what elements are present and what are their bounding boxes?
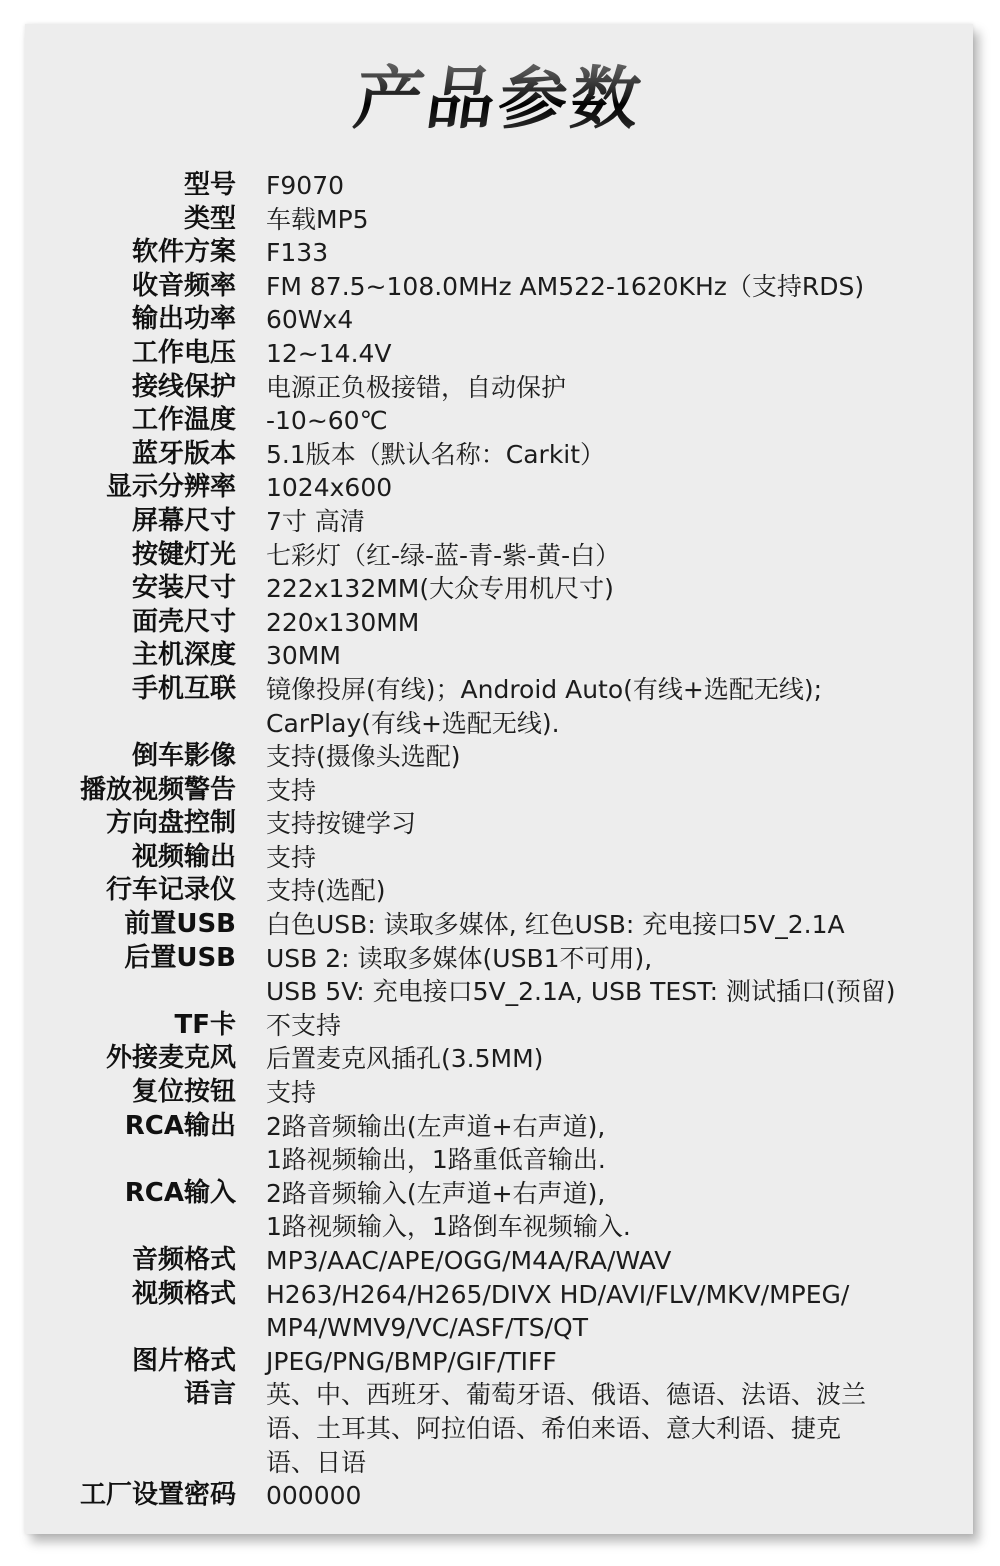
spec-row: [25, 404, 973, 438]
spec-value-line: 5.1版本（默认名称：Carkit）: [266, 439, 606, 469]
spec-value: [266, 639, 956, 673]
spec-row: [25, 471, 973, 505]
spec-row: [25, 1244, 973, 1278]
spec-label: 蓝牙版本: [131, 438, 236, 469]
spec-value: [266, 1345, 956, 1379]
spec-row: [25, 841, 973, 875]
spec-value-line: 222x132MM(大众专用机尺寸): [266, 574, 614, 604]
spec-label: RCA输入: [124, 1177, 236, 1208]
spec-value-line: 7寸 高清: [266, 506, 365, 536]
spec-value-line: 支持(摄像头选配): [266, 742, 461, 772]
spec-label: 收音频率: [131, 270, 236, 301]
spec-value-line: 1路视频输出，1路重低音输出.: [266, 1145, 606, 1175]
spec-value: [266, 1042, 956, 1076]
spec-value-line: 七彩灯（红-绿-蓝-青-紫-黄-白）: [266, 540, 621, 570]
spec-row: [25, 673, 973, 740]
spec-row: [25, 270, 973, 304]
spec-value: [266, 606, 956, 640]
spec-label: 音频格式: [131, 1245, 236, 1275]
spec-row: [25, 505, 973, 539]
spec-label: 图片格式: [131, 1345, 236, 1376]
spec-label: 语言: [183, 1379, 236, 1410]
spec-label: 类型: [183, 203, 236, 234]
spec-label: 面壳尺寸: [131, 606, 236, 637]
spec-value-line: 语、日语: [266, 1447, 367, 1477]
spec-value-line: JPEG/PNG/BMP/GIF/TIFF: [266, 1346, 557, 1376]
spec-label: 播放视频警告: [79, 774, 236, 805]
spec-value: [266, 404, 956, 438]
spec-value: [266, 1009, 956, 1043]
spec-value: [266, 942, 956, 1009]
spec-value-line: 支持: [266, 842, 317, 872]
spec-value: [266, 572, 956, 606]
spec-value-line: -10~60℃: [266, 406, 388, 436]
spec-row: [25, 371, 973, 405]
spec-label: 工厂设置密码: [79, 1480, 236, 1511]
spec-row: [25, 942, 973, 1009]
spec-value-line: 000000: [266, 1481, 362, 1511]
spec-table: [25, 169, 973, 1513]
spec-value: [266, 539, 956, 573]
spec-row: [25, 908, 973, 942]
spec-value-line: MP4/WMV9/VC/ASF/TS/QT: [266, 1313, 588, 1343]
spec-row: [25, 1009, 973, 1043]
spec-label: TF卡: [174, 1009, 236, 1040]
spec-value-line: 12~14.4V: [266, 338, 392, 368]
spec-label: 行车记录仪: [105, 875, 236, 906]
spec-row: [25, 1177, 973, 1244]
spec-value: [266, 908, 956, 942]
spec-value: [266, 1244, 956, 1278]
spec-row: [25, 236, 973, 270]
spec-value-line: 语、土耳其、阿拉伯语、希伯来语、意大利语、捷克: [266, 1413, 842, 1443]
spec-row: [25, 539, 973, 573]
spec-label: 工作电压: [131, 337, 236, 368]
spec-value: [266, 1479, 956, 1513]
spec-row: [25, 774, 973, 808]
spec-label: 主机深度: [131, 640, 236, 671]
spec-value: [266, 1076, 956, 1110]
spec-label: 视频格式: [131, 1278, 236, 1309]
spec-value-line: USB 2: 读取多媒体(USB1不可用),: [266, 943, 653, 973]
spec-row: [25, 1076, 973, 1110]
spec-label: 显示分辨率: [105, 472, 236, 503]
spec-value-line: 后置麦克风插孔(3.5MM): [266, 1044, 544, 1074]
spec-row: [25, 572, 973, 606]
spec-row: [25, 807, 973, 841]
spec-value-line: 不支持: [266, 1010, 342, 1040]
spec-label: 倒车影像: [131, 741, 236, 772]
spec-value: [266, 1177, 956, 1244]
spec-value: [266, 841, 956, 875]
spec-label: 手机互联: [131, 673, 236, 704]
spec-label: 输出功率: [131, 304, 236, 335]
spec-row: [25, 874, 973, 908]
spec-label: 后置USB: [124, 942, 236, 973]
spec-row: [25, 1110, 973, 1177]
spec-card: [25, 24, 973, 1534]
spec-value: [266, 505, 956, 539]
spec-label: 屏幕尺寸: [131, 505, 236, 536]
spec-value-line: 30MM: [266, 641, 341, 671]
spec-row: [25, 740, 973, 774]
spec-label: 安装尺寸: [131, 573, 236, 604]
spec-row: [25, 438, 973, 472]
spec-value-line: 支持按键学习: [266, 809, 417, 839]
spec-value: [266, 203, 956, 237]
spec-value-line: 2路音频输入(左声道+右声道),: [266, 1178, 606, 1208]
spec-value: [266, 270, 956, 304]
spec-value-line: 镜像投屏(有线)；Android Auto(有线+选配无线);: [266, 674, 823, 704]
spec-label: 方向盘控制: [105, 808, 236, 839]
page-title: 产品参数: [19, 60, 978, 140]
spec-value: [266, 471, 956, 505]
spec-value-line: USB 5V: 充电接口5V_2.1A, USB TEST: 测试插口(预留): [266, 977, 896, 1007]
spec-value: [266, 1110, 956, 1177]
spec-value-line: 支持: [266, 1078, 317, 1108]
spec-value: [266, 1378, 956, 1479]
spec-label: 型号: [183, 170, 236, 200]
spec-label: 接线保护: [131, 371, 236, 402]
spec-value: [266, 673, 956, 740]
spec-row: [25, 1345, 973, 1379]
spec-label: 视频输出: [131, 841, 236, 872]
spec-label: RCA输出: [124, 1110, 236, 1141]
spec-value: [266, 774, 956, 808]
spec-row: [25, 1042, 973, 1076]
spec-row: [25, 1278, 973, 1345]
spec-value-line: 白色USB: 读取多媒体, 红色USB: 充电接口5V_2.1A: [266, 910, 845, 940]
spec-row: [25, 606, 973, 640]
spec-value: [266, 303, 956, 337]
spec-row: [25, 203, 973, 237]
spec-value: [266, 807, 956, 841]
spec-value-line: 英、中、西班牙、葡萄牙语、俄语、德语、法语、波兰: [266, 1380, 867, 1410]
spec-row: [25, 169, 973, 203]
spec-value: [266, 169, 956, 203]
spec-value: [266, 371, 956, 405]
spec-value-line: 车载MP5: [266, 204, 369, 234]
spec-label: 工作温度: [131, 405, 236, 436]
spec-value: [266, 236, 956, 270]
spec-value-line: 1024x600: [266, 473, 393, 503]
spec-value: [266, 740, 956, 774]
spec-label: 前置USB: [124, 909, 236, 940]
spec-value-line: CarPlay(有线+选配无线).: [266, 708, 560, 738]
spec-value-line: MP3/AAC/APE/OGG/M4A/RA/WAV: [266, 1246, 672, 1275]
spec-value-line: FM 87.5~108.0MHz AM522-1620KHz（支持RDS): [266, 271, 865, 301]
spec-value-line: H263/H264/H265/DIVX HD/AVI/FLV/MKV/MPEG/: [266, 1279, 850, 1309]
spec-value-line: 支持(选配): [266, 876, 386, 906]
spec-value: [266, 874, 956, 908]
spec-label: 复位按钮: [131, 1077, 236, 1108]
spec-label: 外接麦克风: [105, 1043, 236, 1074]
spec-label: 软件方案: [131, 237, 236, 268]
spec-value-line: 60Wx4: [266, 305, 354, 335]
spec-row: [25, 639, 973, 673]
spec-row: [25, 1378, 973, 1479]
spec-value: [266, 438, 956, 472]
spec-value-line: 1路视频输入，1路倒车视频输入.: [266, 1212, 631, 1242]
spec-value-line: 支持: [266, 775, 317, 805]
spec-row: [25, 1479, 973, 1513]
spec-value-line: F133: [266, 238, 329, 268]
spec-value-line: 220x130MM: [266, 607, 420, 637]
spec-value-line: F9070: [266, 171, 345, 200]
spec-row: [25, 303, 973, 337]
spec-label: 按键灯光: [131, 539, 236, 570]
spec-value-line: 电源正负极接错，自动保护: [266, 372, 567, 402]
spec-value: [266, 1278, 956, 1345]
spec-row: [25, 337, 973, 371]
spec-value: [266, 337, 956, 371]
spec-value-line: 2路音频输出(左声道+右声道),: [266, 1111, 606, 1141]
